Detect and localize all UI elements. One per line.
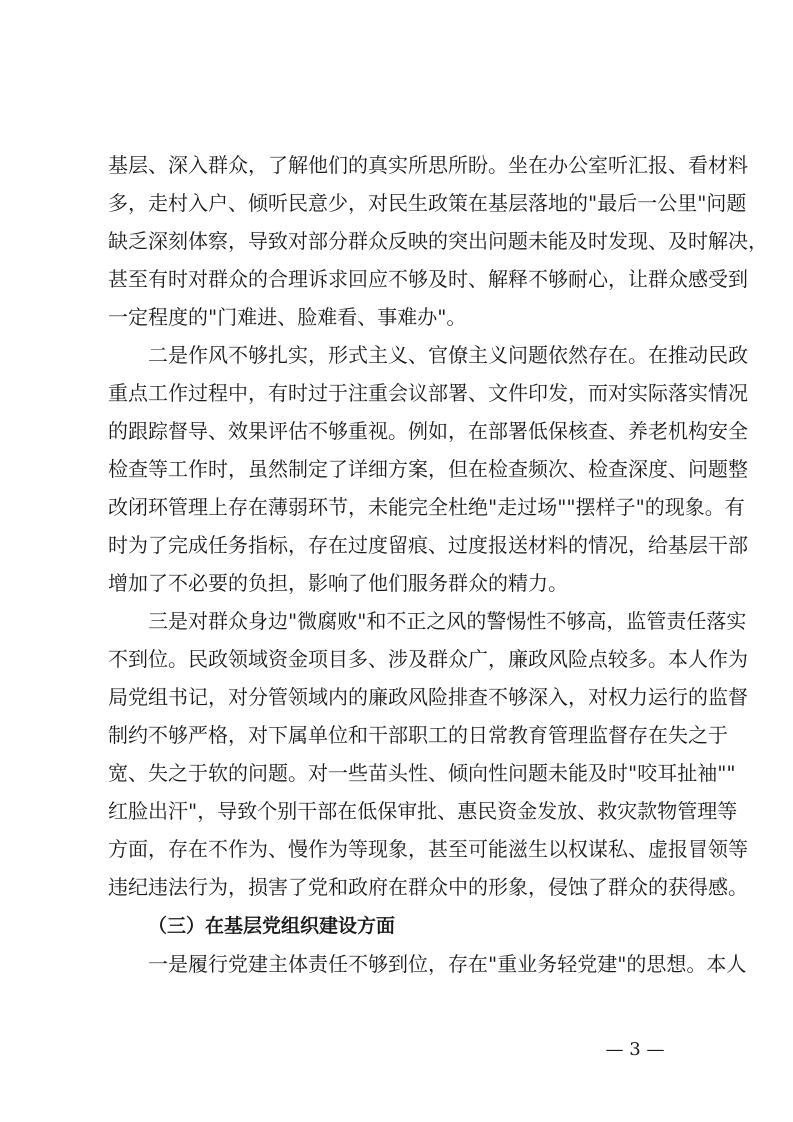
body-text-line: 红脸出汗"，导致个别干部在低保审批、惠民资金发放、救灾款物管理等 bbox=[108, 799, 738, 823]
body-text-line: 重点工作过程中，有时过于注重会议部署、文件印发，而对实际落实情况 bbox=[108, 381, 748, 405]
section-heading: （三）在基层党组织建设方面 bbox=[148, 915, 396, 937]
body-text-line: 宽、失之于软的问题。对一些苗头性、倾向性问题未能及时"咬耳扯袖"" bbox=[108, 761, 736, 785]
body-text-line: 多，走村入户、倾听民意少，对民生政策在基层落地的"最后一公里"问题 bbox=[108, 191, 747, 215]
body-text-line: 三是对群众身边"微腐败"和不正之风的警惕性不够高，监管责任落实 bbox=[108, 609, 747, 633]
body-text-line: 增加了不必要的负担，影响了他们服务群众的精力。 bbox=[108, 571, 568, 595]
body-text-line: 二是作风不够扎实，形式主义、官僚主义问题依然存在。在推动民政 bbox=[108, 343, 748, 367]
body-text-line: 基层、深入群众，了解他们的真实所思所盼。坐在办公室听汇报、看材料 bbox=[108, 153, 748, 177]
body-text-line: 方面，存在不作为、慢作为等现象，甚至可能滋生以权谋私、虚报冒领等 bbox=[108, 837, 748, 861]
body-text-line: 改闭环管理上存在薄弱环节，未能完全杜绝"走过场""摆样子"的现象。有 bbox=[108, 495, 745, 519]
body-text-line: 一定程度的"门难进、脸难看、事难办"。 bbox=[108, 305, 467, 329]
body-text-line: 时为了完成任务指标，存在过度留痕、过度报送材料的情况，给基层干部 bbox=[108, 533, 748, 557]
body-text-line: 检查等工作时，虽然制定了详细方案，但在检查频次、检查深度、问题整 bbox=[108, 457, 748, 481]
body-text-line: 一是履行党建主体责任不够到位，存在"重业务轻党建"的思想。本人 bbox=[108, 952, 747, 976]
body-text-line: 甚至有时对群众的合理诉求回应不够及时、解释不够耐心，让群众感受到 bbox=[108, 267, 748, 291]
body-text-line: 缺乏深刻体察，导致对部分群众反映的突出问题未能及时发现、及时解决， bbox=[108, 229, 768, 253]
body-text-line: 不到位。民政领域资金项目多、涉及群众广，廉政风险点较多。本人作为 bbox=[108, 647, 748, 671]
body-text-line: 制约不够严格，对下属单位和干部职工的日常教育管理监督存在失之于 bbox=[108, 723, 728, 747]
body-text-line: 的跟踪督导、效果评估不够重视。例如，在部署低保核查、养老机构安全 bbox=[108, 419, 748, 443]
page-number: — 3 — bbox=[605, 1039, 665, 1060]
body-text-line: 违纪违法行为，损害了党和政府在群众中的形象，侵蚀了群众的获得感。 bbox=[108, 875, 748, 899]
body-text-line: 局党组书记，对分管领域内的廉政风险排查不够深入，对权力运行的监督 bbox=[108, 685, 748, 709]
